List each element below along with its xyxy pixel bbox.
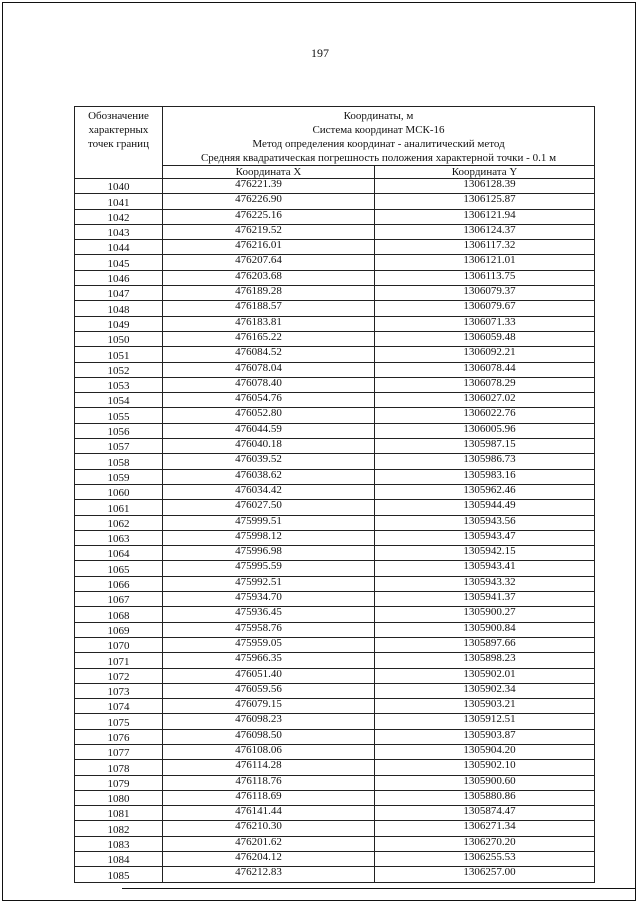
point-cell: 1078 xyxy=(75,760,163,775)
table-row xyxy=(75,653,595,668)
table-row xyxy=(75,301,595,316)
table-row xyxy=(75,836,595,851)
table-row xyxy=(75,240,595,255)
coord-x-cell: 476039.52 xyxy=(163,454,375,469)
point-cell: 1062 xyxy=(75,515,163,530)
coord-y-cell: 1306125.87 xyxy=(375,194,595,209)
coord-x-cell: 476052.80 xyxy=(163,408,375,423)
table-row xyxy=(75,576,595,591)
coordinates-table xyxy=(74,106,595,883)
point-cell: 1060 xyxy=(75,484,163,499)
coord-y-cell: 1306022.76 xyxy=(375,408,595,423)
coord-x-cell: 475936.45 xyxy=(163,607,375,622)
col-y-header: Координата Y xyxy=(375,166,595,179)
coord-x-cell: 476118.76 xyxy=(163,775,375,790)
coord-x-cell: 476216.01 xyxy=(163,240,375,255)
coord-y-cell: 1306027.02 xyxy=(375,393,595,408)
point-cell: 1079 xyxy=(75,775,163,790)
coord-y-cell: 1305904.20 xyxy=(375,744,595,759)
table-row xyxy=(75,408,595,423)
table-row xyxy=(75,806,595,821)
coord-y-cell: 1306071.33 xyxy=(375,316,595,331)
coord-x-cell: 476219.52 xyxy=(163,224,375,239)
coord-y-cell: 1305880.86 xyxy=(375,790,595,805)
col-x-header: Координата X xyxy=(163,166,375,179)
point-cell: 1046 xyxy=(75,270,163,285)
point-cell: 1053 xyxy=(75,377,163,392)
table-row xyxy=(75,622,595,637)
point-cell: 1052 xyxy=(75,362,163,377)
coord-x-cell: 476108.06 xyxy=(163,744,375,759)
coord-x-cell: 476098.23 xyxy=(163,714,375,729)
point-cell: 1050 xyxy=(75,331,163,346)
point-cell: 1044 xyxy=(75,240,163,255)
coord-y-cell: 1305944.49 xyxy=(375,500,595,515)
coord-y-cell: 1306078.44 xyxy=(375,362,595,377)
table-row xyxy=(75,637,595,652)
point-cell: 1066 xyxy=(75,576,163,591)
coord-y-cell: 1306255.53 xyxy=(375,852,595,867)
table-body xyxy=(75,179,595,883)
point-cell: 1059 xyxy=(75,469,163,484)
point-cell: 1065 xyxy=(75,561,163,576)
point-cell: 1077 xyxy=(75,744,163,759)
point-cell: 1049 xyxy=(75,316,163,331)
point-cell: 1054 xyxy=(75,393,163,408)
table-row xyxy=(75,561,595,576)
coord-x-cell: 475995.59 xyxy=(163,561,375,576)
table-row xyxy=(75,699,595,714)
point-cell: 1042 xyxy=(75,209,163,224)
coord-y-cell: 1306257.00 xyxy=(375,867,595,882)
table-row xyxy=(75,775,595,790)
point-cell: 1073 xyxy=(75,683,163,698)
coord-x-cell: 475934.70 xyxy=(163,592,375,607)
coord-y-cell: 1305903.87 xyxy=(375,729,595,744)
table-row xyxy=(75,515,595,530)
point-cell: 1082 xyxy=(75,821,163,836)
coord-x-cell: 476118.69 xyxy=(163,790,375,805)
coord-x-cell: 476221.39 xyxy=(163,179,375,194)
coord-x-cell: 476203.68 xyxy=(163,270,375,285)
point-cell: 1064 xyxy=(75,546,163,561)
coord-y-cell: 1305912.51 xyxy=(375,714,595,729)
point-cell: 1070 xyxy=(75,637,163,652)
coord-x-cell: 476226.90 xyxy=(163,194,375,209)
point-label-line: характерных xyxy=(88,124,149,136)
point-cell: 1057 xyxy=(75,439,163,454)
point-cell: 1085 xyxy=(75,867,163,882)
table-row xyxy=(75,607,595,622)
coord-x-cell: 475959.05 xyxy=(163,637,375,652)
table-row xyxy=(75,729,595,744)
table-row xyxy=(75,194,595,209)
coord-y-cell: 1305903.21 xyxy=(375,699,595,714)
coord-header-line: Метод определения координат - аналитический метод xyxy=(252,138,505,150)
point-cell: 1084 xyxy=(75,852,163,867)
coord-x-cell: 476034.42 xyxy=(163,484,375,499)
coord-y-cell: 1305902.34 xyxy=(375,683,595,698)
table-row xyxy=(75,286,595,301)
point-cell: 1075 xyxy=(75,714,163,729)
coord-x-cell: 476054.76 xyxy=(163,393,375,408)
point-cell: 1081 xyxy=(75,806,163,821)
table-row xyxy=(75,377,595,392)
coord-x-cell: 476201.62 xyxy=(163,836,375,851)
coord-y-cell: 1305986.73 xyxy=(375,454,595,469)
coord-x-cell: 476189.28 xyxy=(163,286,375,301)
coord-y-cell: 1306121.01 xyxy=(375,255,595,270)
table-row xyxy=(75,546,595,561)
point-cell: 1048 xyxy=(75,301,163,316)
table-row xyxy=(75,714,595,729)
coord-y-cell: 1305943.47 xyxy=(375,530,595,545)
coord-y-cell: 1306079.37 xyxy=(375,286,595,301)
coord-y-cell: 1306117.32 xyxy=(375,240,595,255)
coord-y-cell: 1305942.15 xyxy=(375,546,595,561)
coord-x-cell: 476084.52 xyxy=(163,347,375,362)
coord-x-cell: 475996.98 xyxy=(163,546,375,561)
point-cell: 1047 xyxy=(75,286,163,301)
coord-x-cell: 475966.35 xyxy=(163,653,375,668)
point-label-line: точек границ xyxy=(88,138,149,150)
table-row xyxy=(75,760,595,775)
point-cell: 1068 xyxy=(75,607,163,622)
coord-x-cell: 475998.12 xyxy=(163,530,375,545)
table-row xyxy=(75,209,595,224)
coord-x-cell: 476207.64 xyxy=(163,255,375,270)
coord-x-cell: 475999.51 xyxy=(163,515,375,530)
table-row xyxy=(75,592,595,607)
point-cell: 1076 xyxy=(75,729,163,744)
table-row xyxy=(75,530,595,545)
coord-header-line: Средняя квадратическая погрешность положения характерной точки - 0.1 м xyxy=(200,152,557,164)
coord-y-cell: 1305902.01 xyxy=(375,668,595,683)
point-cell: 1061 xyxy=(75,500,163,515)
table-row xyxy=(75,852,595,867)
table-row xyxy=(75,469,595,484)
table-row xyxy=(75,484,595,499)
coord-x-cell: 476212.83 xyxy=(163,867,375,882)
coord-x-cell: 476051.40 xyxy=(163,668,375,683)
point-cell: 1043 xyxy=(75,224,163,239)
point-cell: 1072 xyxy=(75,668,163,683)
table-header-row xyxy=(75,107,595,166)
footer-rule xyxy=(122,888,636,889)
coord-x-cell: 476059.56 xyxy=(163,683,375,698)
coord-y-cell: 1306128.39 xyxy=(375,179,595,194)
table-row xyxy=(75,683,595,698)
table-row xyxy=(75,393,595,408)
point-cell: 1069 xyxy=(75,622,163,637)
coord-y-cell: 1305897.66 xyxy=(375,637,595,652)
coord-y-cell: 1305962.46 xyxy=(375,484,595,499)
coord-x-cell: 476188.57 xyxy=(163,301,375,316)
coord-x-cell: 476040.18 xyxy=(163,439,375,454)
coord-x-cell: 476078.40 xyxy=(163,377,375,392)
point-cell: 1040 xyxy=(75,179,163,194)
coord-x-cell: 476079.15 xyxy=(163,699,375,714)
point-cell: 1083 xyxy=(75,836,163,851)
table-row xyxy=(75,668,595,683)
coord-y-cell: 1305941.37 xyxy=(375,592,595,607)
page-number: 197 xyxy=(311,46,329,60)
table-row xyxy=(75,821,595,836)
point-cell: 1045 xyxy=(75,255,163,270)
point-cell: 1080 xyxy=(75,790,163,805)
table-row xyxy=(75,331,595,346)
point-cell: 1058 xyxy=(75,454,163,469)
table-row xyxy=(75,500,595,515)
coord-x-cell: 476114.28 xyxy=(163,760,375,775)
table-row xyxy=(75,270,595,285)
coord-y-cell: 1306005.96 xyxy=(375,423,595,438)
table-row xyxy=(75,867,595,882)
coord-x-cell: 476027.50 xyxy=(163,500,375,515)
table-row xyxy=(75,224,595,239)
point-cell: 1041 xyxy=(75,194,163,209)
coord-y-cell: 1305902.10 xyxy=(375,760,595,775)
point-cell: 1063 xyxy=(75,530,163,545)
coord-y-cell: 1306059.48 xyxy=(375,331,595,346)
coord-y-cell: 1305900.27 xyxy=(375,607,595,622)
coord-x-cell: 476044.59 xyxy=(163,423,375,438)
coord-y-cell: 1305900.60 xyxy=(375,775,595,790)
coord-y-cell: 1305874.47 xyxy=(375,806,595,821)
coord-x-cell: 476225.16 xyxy=(163,209,375,224)
coord-header-line: Координаты, м xyxy=(343,110,414,122)
coord-x-cell: 476204.12 xyxy=(163,852,375,867)
coord-y-cell: 1306121.94 xyxy=(375,209,595,224)
coord-x-cell: 475958.76 xyxy=(163,622,375,637)
coord-y-cell: 1306092.21 xyxy=(375,347,595,362)
coord-x-cell: 476098.50 xyxy=(163,729,375,744)
coordinates-header xyxy=(163,107,595,166)
coord-header-line: Система координат МСК-16 xyxy=(312,124,445,136)
point-cell: 1067 xyxy=(75,592,163,607)
coord-y-cell: 1306078.29 xyxy=(375,377,595,392)
coord-y-cell: 1305943.41 xyxy=(375,561,595,576)
coord-y-cell: 1306271.34 xyxy=(375,821,595,836)
table-row xyxy=(75,790,595,805)
coord-x-cell: 476038.62 xyxy=(163,469,375,484)
coord-y-cell: 1306079.67 xyxy=(375,301,595,316)
coord-x-cell: 476141.44 xyxy=(163,806,375,821)
table-row xyxy=(75,423,595,438)
coord-y-cell: 1305987.15 xyxy=(375,439,595,454)
coord-x-cell: 476165.22 xyxy=(163,331,375,346)
table-row xyxy=(75,347,595,362)
coord-y-cell: 1305943.32 xyxy=(375,576,595,591)
coord-x-cell: 476183.81 xyxy=(163,316,375,331)
point-cell: 1071 xyxy=(75,653,163,668)
coord-y-cell: 1306270.20 xyxy=(375,836,595,851)
coord-y-cell: 1305898.23 xyxy=(375,653,595,668)
coord-y-cell: 1305900.84 xyxy=(375,622,595,637)
point-label-header xyxy=(75,107,163,179)
coord-y-cell: 1306124.37 xyxy=(375,224,595,239)
table-row xyxy=(75,255,595,270)
table-row xyxy=(75,744,595,759)
coord-y-cell: 1305983.16 xyxy=(375,469,595,484)
table-row xyxy=(75,179,595,194)
coord-x-cell: 476078.04 xyxy=(163,362,375,377)
point-cell: 1055 xyxy=(75,408,163,423)
point-cell: 1051 xyxy=(75,347,163,362)
coord-x-cell: 475992.51 xyxy=(163,576,375,591)
coord-x-cell: 476210.30 xyxy=(163,821,375,836)
table-row xyxy=(75,439,595,454)
table-row xyxy=(75,362,595,377)
point-cell: 1074 xyxy=(75,699,163,714)
table-row xyxy=(75,316,595,331)
coord-y-cell: 1306113.75 xyxy=(375,270,595,285)
point-cell: 1056 xyxy=(75,423,163,438)
point-label-line: Обозначение xyxy=(88,110,149,122)
coord-y-cell: 1305943.56 xyxy=(375,515,595,530)
table-row xyxy=(75,454,595,469)
